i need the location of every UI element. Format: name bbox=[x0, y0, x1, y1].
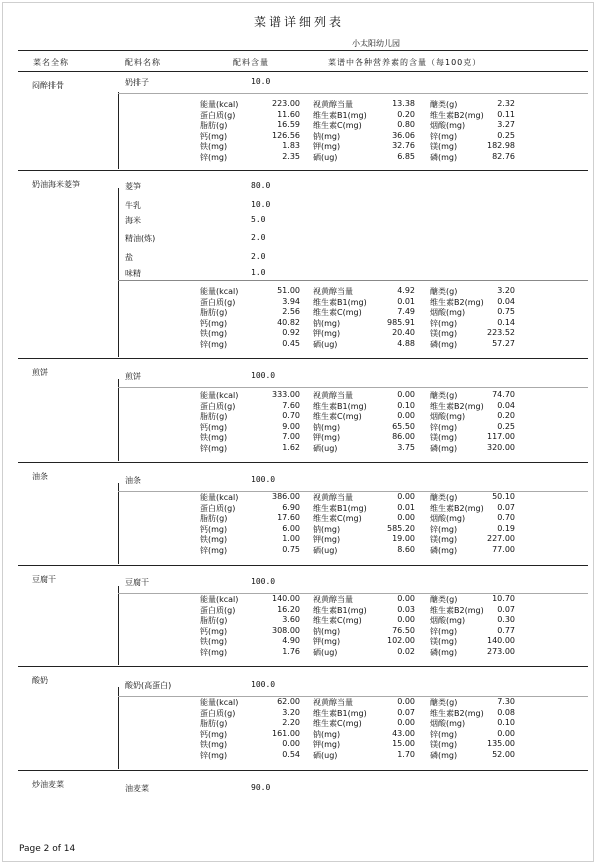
nutrient-label: 硒(ug) bbox=[313, 443, 338, 453]
nutrient-number: 0.14 bbox=[497, 317, 515, 327]
nutrient-number: 0.03 bbox=[397, 604, 415, 614]
nutrient-label: 锌(mg) bbox=[430, 524, 458, 534]
nutrient-label: 锌(mg) bbox=[200, 545, 228, 555]
nutrient-number: 0.45 bbox=[282, 338, 300, 348]
nutrient-number: 0.04 bbox=[497, 400, 515, 410]
nutrient-number: 6.90 bbox=[282, 502, 300, 512]
nutrient-label: 锌(mg) bbox=[200, 339, 228, 349]
nutrient-number: 74.70 bbox=[492, 390, 515, 399]
nutrient-label: 烟酸(mg) bbox=[430, 719, 466, 728]
nutrient-label: 维生素B2(mg) bbox=[430, 503, 484, 513]
nutrient-number: 3.20 bbox=[497, 286, 515, 295]
nutrient-number: 0.00 bbox=[397, 513, 415, 522]
nutrient-number: 333.00 bbox=[272, 390, 300, 399]
nutrient-label: 锌(mg) bbox=[430, 729, 458, 739]
nutrient-label: 视黄醇当量 bbox=[313, 698, 353, 707]
column-divider bbox=[118, 483, 119, 564]
nutrient-label: 脂肪(g) bbox=[200, 412, 228, 421]
nutrient-number: 0.30 bbox=[497, 615, 515, 624]
ingredient-amount: 100.0 bbox=[251, 680, 276, 689]
nutrient-label: 钾(mg) bbox=[313, 740, 341, 749]
nutrient-number: 1.70 bbox=[397, 749, 415, 759]
ingredient-row bbox=[118, 215, 588, 233]
nutrient-number: 7.60 bbox=[282, 400, 300, 410]
nutrient-number: 0.25 bbox=[497, 421, 515, 431]
dish-separator bbox=[18, 666, 588, 667]
ingredient-row bbox=[118, 678, 588, 697]
nutrient-label: 维生素B2(mg) bbox=[430, 401, 484, 411]
nutrient-label: 视黄醇当量 bbox=[313, 493, 353, 502]
nutrient-label: 维生素B1(mg) bbox=[313, 110, 367, 120]
nutrient-number: 86.00 bbox=[392, 432, 415, 441]
nutrient-label: 钠(mg) bbox=[313, 422, 341, 432]
ingredient-name: 酸奶(高蛋白) bbox=[125, 681, 172, 690]
nutrient-label: 蛋白质(g) bbox=[200, 503, 236, 513]
nutrient-number: 50.10 bbox=[492, 492, 515, 501]
dish-separator bbox=[18, 770, 588, 771]
nutrient-label: 维生素B2(mg) bbox=[430, 605, 484, 615]
nutrient-number: 140.00 bbox=[272, 594, 300, 603]
ingredient-name: 煎饼 bbox=[125, 372, 141, 381]
nutrient-number: 0.00 bbox=[497, 728, 515, 738]
nutrient-label: 醣类(g) bbox=[430, 287, 458, 296]
nutrient-number: 227.00 bbox=[487, 534, 515, 543]
nutrient-label: 锌(mg) bbox=[430, 131, 458, 141]
nutrient-number: 57.27 bbox=[492, 338, 515, 348]
nutrient-number: 20.40 bbox=[392, 328, 415, 337]
nutrient-number: 3.60 bbox=[282, 615, 300, 624]
ingredient-rule bbox=[118, 280, 588, 281]
nutrient-number: 2.56 bbox=[282, 307, 300, 316]
nutrient-label: 钙(mg) bbox=[200, 422, 228, 432]
nutrient-number: 0.07 bbox=[397, 707, 415, 717]
nutrient-number: 0.70 bbox=[282, 411, 300, 420]
ingredient-name: 菱笋 bbox=[125, 182, 141, 191]
nutrient-number: 223.52 bbox=[487, 328, 515, 337]
nutrient-label: 维生素C(mg) bbox=[313, 308, 362, 317]
nutrient-label: 铁(mg) bbox=[200, 740, 228, 749]
nutrient-number: 135.00 bbox=[487, 739, 515, 748]
nutrient-label: 钠(mg) bbox=[313, 318, 341, 328]
ingredient-amount: 10.0 bbox=[251, 200, 271, 209]
nutrient-label: 维生素B1(mg) bbox=[313, 708, 367, 718]
nutrient-number: 0.54 bbox=[282, 749, 300, 759]
nutrient-label: 视黄醇当量 bbox=[313, 100, 353, 109]
nutrient-number: 0.00 bbox=[397, 697, 415, 706]
nutrient-number: 4.92 bbox=[397, 286, 415, 295]
nutrient-number: 3.27 bbox=[497, 120, 515, 129]
organization-name: 小太阳幼儿园 bbox=[352, 39, 400, 48]
nutrient-label: 钾(mg) bbox=[313, 329, 341, 338]
ingredient-name: 牛乳 bbox=[125, 201, 141, 210]
dish-name: 油条 bbox=[32, 472, 48, 481]
nutrient-number: 62.00 bbox=[277, 697, 300, 706]
nutrient-number: 0.04 bbox=[497, 296, 515, 306]
nutrient-number: 3.75 bbox=[397, 442, 415, 452]
nutrient-number: 11.60 bbox=[277, 109, 300, 119]
ingredient-name: 精油(炼) bbox=[125, 234, 156, 243]
nutrient-number: 0.00 bbox=[397, 615, 415, 624]
nutrient-label: 磷(mg) bbox=[430, 152, 458, 162]
ingredient-row bbox=[118, 781, 588, 799]
nutrient-label: 硒(ug) bbox=[313, 339, 338, 349]
nutrient-label: 维生素C(mg) bbox=[313, 121, 362, 130]
nutrient-label: 烟酸(mg) bbox=[430, 308, 466, 317]
ingredient-row bbox=[118, 233, 588, 251]
ingredient-amount: 2.0 bbox=[251, 252, 266, 261]
ingredient-name: 盐 bbox=[125, 253, 133, 262]
nutrient-number: 0.07 bbox=[497, 604, 515, 614]
nutrient-number: 7.49 bbox=[397, 307, 415, 316]
dish-name: 炒油麦菜 bbox=[32, 780, 64, 789]
nutrient-label: 脂肪(g) bbox=[200, 308, 228, 317]
nutrient-label: 钠(mg) bbox=[313, 729, 341, 739]
nutrient-label: 钾(mg) bbox=[313, 637, 341, 646]
nutrient-number: 985.91 bbox=[387, 317, 415, 327]
dish-name: 煎饼 bbox=[32, 368, 48, 377]
nutrient-label: 蛋白质(g) bbox=[200, 110, 236, 120]
nutrient-label: 醣类(g) bbox=[430, 100, 458, 109]
nutrient-label: 钠(mg) bbox=[313, 626, 341, 636]
column-divider bbox=[118, 586, 119, 665]
header-dish: 菜名全称 bbox=[33, 58, 69, 67]
nutrient-number: 117.00 bbox=[487, 432, 515, 441]
nutrient-label: 镁(mg) bbox=[430, 433, 458, 442]
nutrient-number: 0.00 bbox=[397, 411, 415, 420]
nutrient-label: 醣类(g) bbox=[430, 698, 458, 707]
nutrient-number: 1.83 bbox=[282, 141, 300, 150]
page-footer: Page 2 of 14 bbox=[19, 844, 76, 854]
header-amount: 配料含量 bbox=[233, 58, 269, 67]
nutrient-label: 维生素B2(mg) bbox=[430, 110, 484, 120]
nutrient-number: 0.01 bbox=[397, 502, 415, 512]
nutrient-number: 15.00 bbox=[392, 739, 415, 748]
dish-separator bbox=[18, 170, 588, 171]
nutrient-number: 40.82 bbox=[277, 317, 300, 327]
nutrient-number: 0.02 bbox=[397, 646, 415, 656]
ingredient-amount: 100.0 bbox=[251, 577, 276, 586]
nutrient-number: 386.00 bbox=[272, 492, 300, 501]
nutrient-number: 273.00 bbox=[487, 646, 515, 656]
nutrient-number: 4.90 bbox=[282, 636, 300, 645]
nutrient-number: 0.70 bbox=[497, 513, 515, 522]
nutrient-label: 钙(mg) bbox=[200, 318, 228, 328]
nutrient-number: 0.00 bbox=[282, 739, 300, 748]
nutrient-label: 锌(mg) bbox=[200, 443, 228, 453]
header-top-rule bbox=[18, 50, 588, 51]
nutrient-number: 0.10 bbox=[497, 718, 515, 727]
nutrient-number: 65.50 bbox=[392, 421, 415, 431]
column-divider bbox=[118, 379, 119, 461]
nutrient-label: 钾(mg) bbox=[313, 433, 341, 442]
nutrient-number: 7.00 bbox=[282, 432, 300, 441]
nutrient-label: 维生素C(mg) bbox=[313, 719, 362, 728]
nutrient-label: 脂肪(g) bbox=[200, 616, 228, 625]
nutrient-label: 锌(mg) bbox=[200, 647, 228, 657]
nutrient-label: 脂肪(g) bbox=[200, 121, 228, 130]
nutrient-number: 0.19 bbox=[497, 523, 515, 533]
nutrient-label: 维生素B1(mg) bbox=[313, 401, 367, 411]
nutrient-label: 硒(ug) bbox=[313, 647, 338, 657]
nutrient-number: 0.00 bbox=[397, 492, 415, 501]
nutrient-number: 0.00 bbox=[397, 718, 415, 727]
nutrient-number: 9.00 bbox=[282, 421, 300, 431]
nutrient-label: 视黄醇当量 bbox=[313, 595, 353, 604]
ingredient-name: 油条 bbox=[125, 476, 141, 485]
nutrient-number: 0.20 bbox=[497, 411, 515, 420]
nutrient-label: 钙(mg) bbox=[200, 626, 228, 636]
dish-separator bbox=[18, 565, 588, 566]
nutrient-number: 6.00 bbox=[282, 523, 300, 533]
ingredient-amount: 80.0 bbox=[251, 181, 271, 190]
nutrient-label: 能量(kcal) bbox=[200, 595, 239, 604]
nutrient-label: 硒(ug) bbox=[313, 152, 338, 162]
nutrient-label: 磷(mg) bbox=[430, 545, 458, 555]
nutrient-label: 醣类(g) bbox=[430, 493, 458, 502]
nutrient-label: 钾(mg) bbox=[313, 142, 341, 151]
nutrient-number: 10.70 bbox=[492, 594, 515, 603]
nutrient-label: 锌(mg) bbox=[430, 626, 458, 636]
nutrient-label: 钙(mg) bbox=[200, 729, 228, 739]
ingredient-name: 奶排子 bbox=[125, 78, 149, 87]
nutrient-label: 脂肪(g) bbox=[200, 719, 228, 728]
page-title: 菜谱详细列表 bbox=[253, 15, 344, 29]
ingredient-row bbox=[118, 473, 588, 492]
nutrient-label: 维生素B2(mg) bbox=[430, 297, 484, 307]
nutrient-number: 6.85 bbox=[397, 151, 415, 161]
nutrient-label: 视黄醇当量 bbox=[313, 287, 353, 296]
ingredient-amount: 2.0 bbox=[251, 233, 266, 242]
ingredient-amount: 100.0 bbox=[251, 475, 276, 484]
nutrient-label: 硒(ug) bbox=[313, 545, 338, 555]
nutrient-label: 钠(mg) bbox=[313, 131, 341, 141]
nutrient-number: 17.60 bbox=[277, 513, 300, 522]
nutrient-number: 585.20 bbox=[387, 523, 415, 533]
nutrient-number: 126.56 bbox=[272, 130, 300, 140]
nutrient-number: 36.06 bbox=[392, 130, 415, 140]
nutrient-number: 43.00 bbox=[392, 728, 415, 738]
nutrient-label: 钙(mg) bbox=[200, 131, 228, 141]
dish-name: 豆腐干 bbox=[32, 575, 56, 584]
nutrient-label: 视黄醇当量 bbox=[313, 391, 353, 400]
ingredient-row bbox=[118, 369, 588, 388]
nutrient-number: 16.59 bbox=[277, 120, 300, 129]
nutrient-number: 0.10 bbox=[397, 400, 415, 410]
ingredient-row bbox=[118, 268, 588, 286]
nutrient-label: 锌(mg) bbox=[430, 318, 458, 328]
ingredient-amount: 5.0 bbox=[251, 215, 266, 224]
nutrient-label: 维生素B1(mg) bbox=[313, 297, 367, 307]
nutrient-label: 烟酸(mg) bbox=[430, 514, 466, 523]
nutrient-label: 钠(mg) bbox=[313, 524, 341, 534]
ingredient-name: 味精 bbox=[125, 269, 141, 278]
nutrient-label: 镁(mg) bbox=[430, 142, 458, 151]
nutrient-label: 镁(mg) bbox=[430, 740, 458, 749]
ingredient-name: 油麦菜 bbox=[125, 784, 149, 793]
nutrient-number: 0.77 bbox=[497, 625, 515, 635]
nutrient-number: 161.00 bbox=[272, 728, 300, 738]
nutrient-number: 19.00 bbox=[392, 534, 415, 543]
nutrient-number: 32.76 bbox=[392, 141, 415, 150]
nutrient-label: 醣类(g) bbox=[430, 595, 458, 604]
nutrient-label: 维生素B1(mg) bbox=[313, 503, 367, 513]
ingredient-amount: 10.0 bbox=[251, 77, 271, 86]
nutrient-label: 维生素C(mg) bbox=[313, 514, 362, 523]
nutrient-label: 钙(mg) bbox=[200, 524, 228, 534]
nutrient-number: 0.92 bbox=[282, 328, 300, 337]
nutrient-number: 0.00 bbox=[397, 390, 415, 399]
nutrient-label: 铁(mg) bbox=[200, 142, 228, 151]
nutrient-number: 1.62 bbox=[282, 442, 300, 452]
nutrient-number: 4.88 bbox=[397, 338, 415, 348]
nutrient-number: 0.80 bbox=[397, 120, 415, 129]
nutrient-number: 102.00 bbox=[387, 636, 415, 645]
nutrient-label: 烟酸(mg) bbox=[430, 121, 466, 130]
dish-name: 闷醉排骨 bbox=[32, 81, 64, 90]
nutrient-label: 能量(kcal) bbox=[200, 100, 239, 109]
nutrient-number: 223.00 bbox=[272, 99, 300, 108]
nutrient-label: 铁(mg) bbox=[200, 637, 228, 646]
nutrient-label: 蛋白质(g) bbox=[200, 401, 236, 411]
column-divider bbox=[118, 92, 119, 169]
nutrient-number: 182.98 bbox=[487, 141, 515, 150]
nutrient-label: 镁(mg) bbox=[430, 637, 458, 646]
nutrient-label: 能量(kcal) bbox=[200, 698, 239, 707]
nutrient-label: 镁(mg) bbox=[430, 535, 458, 544]
nutrient-label: 能量(kcal) bbox=[200, 493, 239, 502]
nutrient-label: 硒(ug) bbox=[313, 750, 338, 760]
dish-name: 奶油海米菱笋 bbox=[32, 180, 80, 189]
nutrient-label: 铁(mg) bbox=[200, 433, 228, 442]
nutrient-label: 脂肪(g) bbox=[200, 514, 228, 523]
nutrient-number: 77.00 bbox=[492, 544, 515, 554]
ingredient-amount: 100.0 bbox=[251, 371, 276, 380]
ingredient-row bbox=[118, 575, 588, 594]
nutrient-number: 3.94 bbox=[282, 296, 300, 306]
nutrient-number: 16.20 bbox=[277, 604, 300, 614]
nutrient-label: 蛋白质(g) bbox=[200, 708, 236, 718]
nutrient-label: 维生素B2(mg) bbox=[430, 708, 484, 718]
nutrient-number: 2.20 bbox=[282, 718, 300, 727]
nutrient-label: 蛋白质(g) bbox=[200, 605, 236, 615]
nutrient-number: 140.00 bbox=[487, 636, 515, 645]
header-ingredient: 配料名称 bbox=[125, 58, 161, 67]
nutrient-number: 7.30 bbox=[497, 697, 515, 706]
ingredient-name: 豆腐干 bbox=[125, 578, 149, 587]
nutrient-number: 0.00 bbox=[397, 594, 415, 603]
nutrient-label: 锌(mg) bbox=[200, 152, 228, 162]
ingredient-row bbox=[118, 75, 588, 94]
nutrient-label: 维生素C(mg) bbox=[313, 616, 362, 625]
nutrient-label: 镁(mg) bbox=[430, 329, 458, 338]
header-nutrients: 菜谱中各种营养素的含量（每100克） bbox=[328, 58, 482, 67]
nutrient-number: 82.76 bbox=[492, 151, 515, 161]
nutrient-number: 0.08 bbox=[497, 707, 515, 717]
nutrient-label: 铁(mg) bbox=[200, 535, 228, 544]
ingredient-amount: 1.0 bbox=[251, 268, 266, 277]
nutrient-label: 维生素C(mg) bbox=[313, 412, 362, 421]
nutrient-number: 0.75 bbox=[497, 307, 515, 316]
nutrient-label: 磷(mg) bbox=[430, 647, 458, 657]
ingredient-amount: 90.0 bbox=[251, 783, 271, 792]
column-divider bbox=[118, 687, 119, 769]
nutrient-label: 钾(mg) bbox=[313, 535, 341, 544]
nutrient-label: 蛋白质(g) bbox=[200, 297, 236, 307]
nutrient-label: 磷(mg) bbox=[430, 443, 458, 453]
nutrient-number: 51.00 bbox=[277, 286, 300, 295]
nutrient-label: 锌(mg) bbox=[200, 750, 228, 760]
ingredient-row bbox=[118, 181, 588, 199]
nutrient-number: 2.35 bbox=[282, 151, 300, 161]
nutrient-number: 0.07 bbox=[497, 502, 515, 512]
nutrient-number: 1.00 bbox=[282, 534, 300, 543]
ingredient-name: 海米 bbox=[125, 216, 141, 225]
nutrient-label: 磷(mg) bbox=[430, 750, 458, 760]
nutrient-label: 磷(mg) bbox=[430, 339, 458, 349]
header-bottom-rule bbox=[18, 71, 588, 72]
nutrient-label: 锌(mg) bbox=[430, 422, 458, 432]
nutrient-number: 308.00 bbox=[272, 625, 300, 635]
nutrient-label: 烟酸(mg) bbox=[430, 616, 466, 625]
nutrient-number: 3.20 bbox=[282, 707, 300, 717]
nutrient-number: 52.00 bbox=[492, 749, 515, 759]
nutrient-label: 醣类(g) bbox=[430, 391, 458, 400]
nutrient-number: 0.01 bbox=[397, 296, 415, 306]
dish-separator bbox=[18, 358, 588, 359]
nutrient-label: 烟酸(mg) bbox=[430, 412, 466, 421]
nutrient-label: 维生素B1(mg) bbox=[313, 605, 367, 615]
nutrient-label: 能量(kcal) bbox=[200, 287, 239, 296]
nutrient-number: 0.11 bbox=[497, 109, 515, 119]
dish-separator bbox=[18, 462, 588, 463]
nutrient-number: 320.00 bbox=[487, 442, 515, 452]
nutrient-number: 0.25 bbox=[497, 130, 515, 140]
nutrient-number: 1.76 bbox=[282, 646, 300, 656]
nutrient-number: 0.20 bbox=[397, 109, 415, 119]
nutrient-number: 8.60 bbox=[397, 544, 415, 554]
nutrient-label: 能量(kcal) bbox=[200, 391, 239, 400]
nutrient-number: 76.50 bbox=[392, 625, 415, 635]
nutrient-number: 2.32 bbox=[497, 99, 515, 108]
nutrient-number: 13.38 bbox=[392, 99, 415, 108]
dish-name: 酸奶 bbox=[32, 676, 48, 685]
nutrient-label: 铁(mg) bbox=[200, 329, 228, 338]
nutrient-number: 0.75 bbox=[282, 544, 300, 554]
